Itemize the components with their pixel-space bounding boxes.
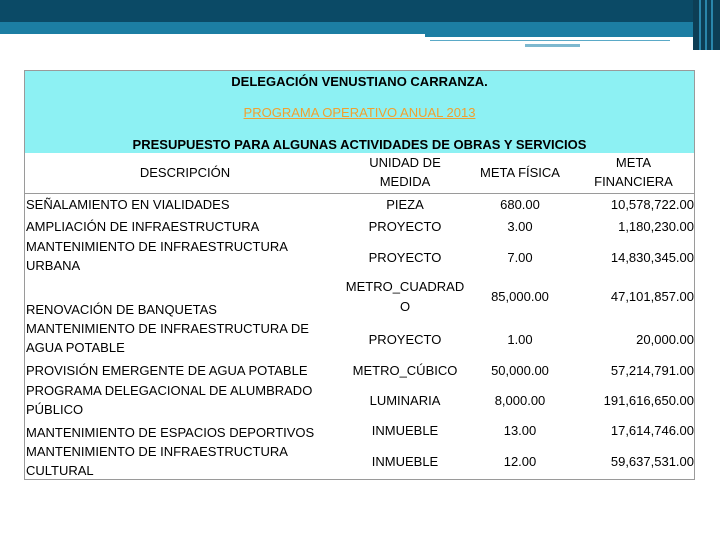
header-financial-line2: FINANCIERA (594, 174, 673, 189)
row-physical-goal: 12.00 (503, 454, 537, 469)
row-financial-goal: 191,616,650.00 (603, 393, 694, 408)
row-physical-goal: 85,000.00 (491, 289, 549, 304)
row-physical-goal: 50,000.00 (491, 363, 549, 378)
row-financial-goal: 47,101,857.00 (610, 289, 694, 304)
header-financial-line1: META (615, 155, 652, 170)
row-description-line2: CULTURAL (26, 463, 94, 478)
row-financial-goal: 57,214,791.00 (610, 363, 694, 378)
row-description-line2: PÚBLICO (26, 402, 84, 417)
office-title: DELEGACIÓN VENUSTIANO CARRANZA. (231, 74, 488, 89)
decorative-stripe (525, 44, 580, 47)
row-financial-goal: 10,578,722.00 (610, 197, 694, 212)
row-description: PROVISIÓN EMERGENTE DE AGUA POTABLE (26, 363, 308, 378)
decorative-edge (693, 0, 720, 50)
row-unit: LUMINARIA (369, 393, 441, 408)
row-physical-goal: 1.00 (507, 332, 533, 347)
row-unit: INMUEBLE (371, 423, 439, 438)
header-physical-goal: META FÍSICA (480, 165, 560, 180)
row-description: MANTENIMIENTO DE ESPACIOS DEPORTIVOS (26, 425, 315, 440)
budget-title: PRESUPUESTO PARA ALGUNAS ACTIVIDADES DE OBRAS Y SERVICIOS (132, 137, 587, 152)
row-financial-goal: 14,830,345.00 (610, 250, 694, 265)
decorative-stripe (425, 34, 695, 37)
row-description: MANTENIMIENTO DE INFRAESTRUCTURA DE (26, 321, 309, 336)
row-unit: PROYECTO (368, 219, 442, 234)
row-physical-goal: 8,000.00 (494, 393, 546, 408)
row-unit: METRO_CÚBICO (352, 363, 458, 378)
row-physical-goal: 13.00 (503, 423, 537, 438)
header-unit-line1: UNIDAD DE (369, 155, 441, 170)
row-description: AMPLIACIÓN DE INFRAESTRUCTURA (26, 219, 260, 234)
header-separator (25, 193, 694, 194)
row-description: PROGRAMA DELEGACIONAL DE ALUMBRADO (26, 383, 313, 398)
row-description: RENOVACIÓN DE BANQUETAS (26, 302, 217, 317)
budget-table-document (24, 70, 695, 480)
row-unit: INMUEBLE (371, 454, 439, 469)
row-unit-line2: O (399, 299, 411, 314)
row-unit: METRO_CUADRAD (345, 279, 465, 294)
slide-header-band-secondary (0, 22, 720, 34)
row-financial-goal: 17,614,746.00 (610, 423, 694, 438)
row-description: SEÑALAMIENTO EN VIALIDADES (26, 197, 230, 212)
row-description: MANTENIMIENTO DE INFRAESTRUCTURA (26, 239, 288, 254)
row-physical-goal: 680.00 (500, 197, 540, 212)
row-financial-goal: 20,000.00 (636, 332, 694, 347)
row-description-line2: URBANA (26, 258, 81, 273)
row-unit: PROYECTO (368, 250, 442, 265)
budget-table (25, 153, 694, 479)
row-physical-goal: 7.00 (507, 250, 533, 265)
row-unit: PIEZA (386, 197, 424, 212)
row-unit: PROYECTO (368, 332, 442, 347)
header-unit-line2: MEDIDA (379, 174, 431, 189)
row-physical-goal: 3.00 (507, 219, 533, 234)
slide-header-band (0, 0, 720, 22)
decorative-stripe (430, 40, 670, 41)
row-description-line2: AGUA POTABLE (26, 340, 125, 355)
row-financial-goal: 1,180,230.00 (618, 219, 694, 234)
row-financial-goal: 59,637,531.00 (610, 454, 694, 469)
program-title: PROGRAMA OPERATIVO ANUAL 2013 (243, 105, 476, 120)
header-description: DESCRIPCIÓN (139, 165, 231, 180)
row-description: MANTENIMIENTO DE INFRAESTRUCTURA (26, 444, 288, 459)
